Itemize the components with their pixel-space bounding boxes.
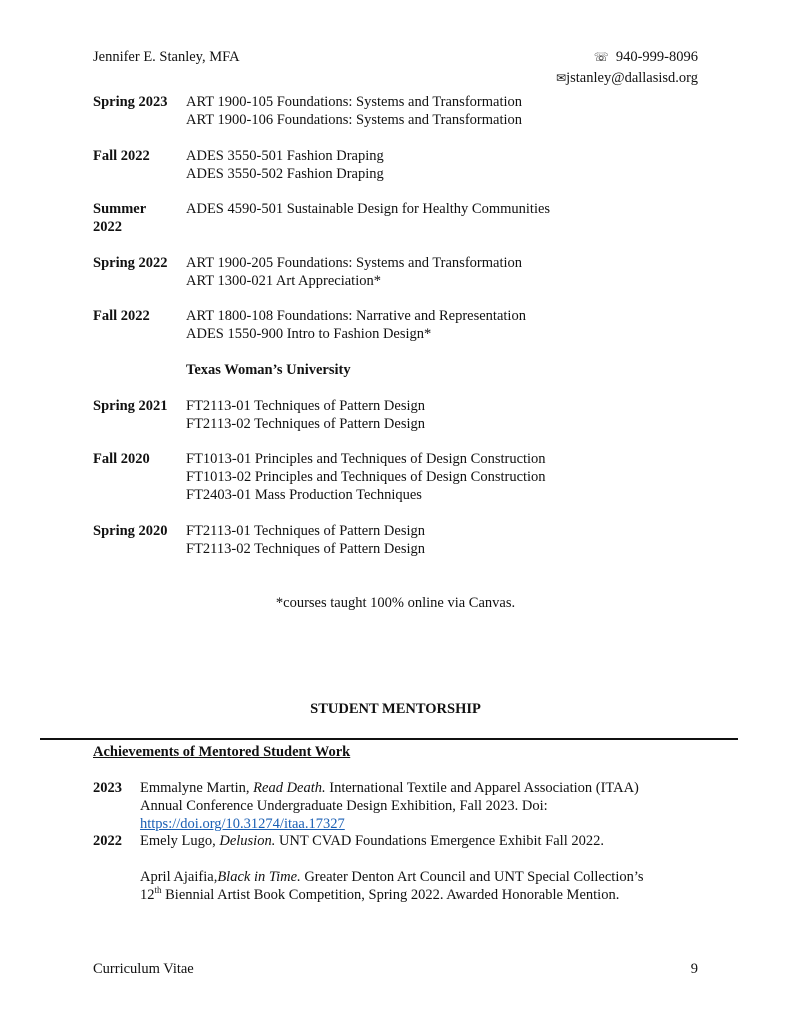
ordinal-number: 12 xyxy=(140,887,155,903)
course-item: FT2113-01 Techniques of Pattern Design xyxy=(186,523,426,539)
entry-text: International Textile and Apparel Association (ITAA) xyxy=(325,780,639,796)
term-label: Spring 2021 xyxy=(93,398,168,414)
email-address: jstanley@dallasisd.org xyxy=(566,70,698,86)
entry-text: Biennial Artist Book Competition, Spring 2022. Awarded Honorable Mention. xyxy=(161,887,620,903)
course-item: ART 1900-105 Foundations: Systems and Transformation xyxy=(186,94,522,110)
year-label: 2023 xyxy=(93,780,122,796)
page-number: 9 xyxy=(690,961,698,977)
ordinal-suffix: th xyxy=(154,885,162,895)
course-item: ADES 3550-502 Fashion Draping xyxy=(186,166,384,182)
institution-heading: Texas Woman’s University xyxy=(186,362,351,378)
course-item: FT1013-01 Principles and Techniques of Design Construction xyxy=(186,451,546,467)
student-name: Emmalyne Martin, xyxy=(140,780,254,796)
term-label: Spring 2023 xyxy=(93,94,168,110)
term-label: 2022 xyxy=(93,219,122,235)
course-item: FT2113-01 Techniques of Pattern Design xyxy=(186,398,426,414)
mentorship-entry xyxy=(140,868,644,886)
entry-text: Annual Conference Undergraduate Design Exhibition, Fall 2023. Doi: xyxy=(140,798,548,814)
work-title: Delusion. xyxy=(219,833,276,849)
entry-text: UNT CVAD Foundations Emergence Exhibit Fall 2022. xyxy=(275,833,604,849)
footer-title: Curriculum Vitae xyxy=(93,961,194,977)
term-label: Fall 2022 xyxy=(93,148,150,164)
course-item: ADES 3550-501 Fashion Draping xyxy=(186,148,384,164)
course-item: ART 1900-205 Foundations: Systems and Transformation xyxy=(186,255,522,271)
work-title: Read Death. xyxy=(253,780,326,796)
online-note: *courses taught 100% online via Canvas. xyxy=(275,595,516,611)
term-label: Spring 2022 xyxy=(93,255,168,271)
student-name: Emely Lugo, xyxy=(140,833,220,849)
doi-link[interactable]: https://doi.org/10.31274/itaa.17327 xyxy=(140,816,345,832)
course-item: FT2113-02 Techniques of Pattern Design xyxy=(186,541,426,557)
work-title: Black in Time. xyxy=(217,869,301,885)
phone-icon: ☏ xyxy=(593,50,609,64)
course-item: FT2403-01 Mass Production Techniques xyxy=(186,487,422,503)
course-item: FT2113-02 Techniques of Pattern Design xyxy=(186,416,426,432)
term-label: Fall 2020 xyxy=(93,451,150,467)
term-label: Fall 2022 xyxy=(93,308,150,324)
email-line xyxy=(556,69,698,87)
mentorship-entry xyxy=(140,886,619,904)
student-name: April Ajaifia, xyxy=(140,869,218,885)
course-item: ADES 4590-501 Sustainable Design for Healthy Communities xyxy=(186,201,551,217)
course-item: ADES 1550-900 Intro to Fashion Design* xyxy=(186,326,432,342)
section-title: STUDENT MENTORSHIP xyxy=(310,701,481,717)
entry-text: Greater Denton Art Council and UNT Special Collection’s xyxy=(300,869,644,885)
course-item: ART 1900-106 Foundations: Systems and Transformation xyxy=(186,112,522,128)
phone-line xyxy=(594,48,698,66)
section-divider xyxy=(40,738,738,740)
mentorship-entry xyxy=(140,832,604,850)
envelope-icon: ✉ xyxy=(556,71,567,85)
mentorship-entry xyxy=(140,779,639,797)
course-item: ART 1300-021 Art Appreciation* xyxy=(186,273,381,289)
course-item: FT1013-02 Principles and Techniques of Design Construction xyxy=(186,469,546,485)
cv-author-name: Jennifer E. Stanley, MFA xyxy=(93,49,240,65)
term-label: Summer xyxy=(93,201,147,217)
course-item: ART 1800-108 Foundations: Narrative and Representation xyxy=(186,308,526,324)
year-label: 2022 xyxy=(93,833,122,849)
phone-number: 940-999-8096 xyxy=(615,49,698,65)
subsection-title: Achievements of Mentored Student Work xyxy=(93,744,351,760)
term-label: Spring 2020 xyxy=(93,523,168,539)
